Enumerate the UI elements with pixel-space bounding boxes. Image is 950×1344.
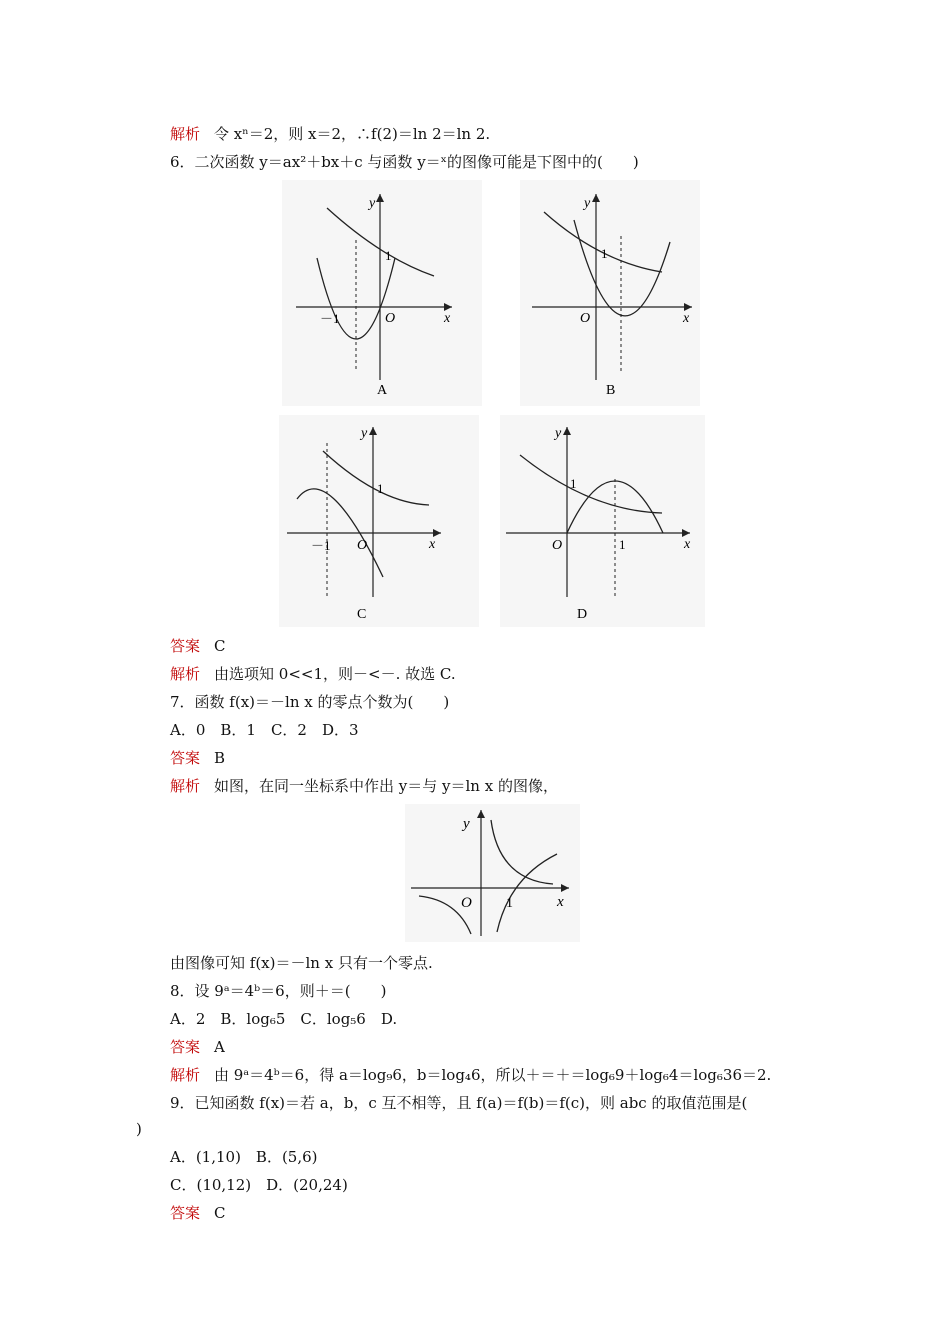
- y-axis-label: y: [369, 196, 376, 211]
- explanation-line-q5: [170, 124, 490, 144]
- answer-value: C: [214, 1204, 226, 1222]
- figure-c: [279, 415, 479, 627]
- origin-label: O: [552, 538, 563, 553]
- figure-caption: A: [377, 383, 388, 398]
- answer-line-q8: [170, 1037, 225, 1057]
- explanation-tag: 解析: [170, 665, 201, 683]
- tick-1-label: 1: [385, 248, 392, 263]
- explanation-line-q7: [170, 776, 558, 796]
- figure-caption: C: [357, 607, 367, 622]
- options-q8: A．2 B．log₆5 C．log₅6 D.: [170, 1010, 398, 1028]
- tick-1-label: 1: [506, 896, 513, 911]
- explanation-tag: 解析: [170, 125, 201, 143]
- explanation-text: 如图，在同一坐标系中作出 y＝与 y＝ln x 的图像，: [214, 777, 558, 795]
- figure-b: [520, 180, 700, 406]
- origin-label: O: [385, 311, 396, 326]
- y-axis-label: y: [463, 816, 470, 832]
- tick-1-y-label: 1: [570, 476, 577, 491]
- figure-caption: B: [606, 383, 616, 398]
- answer-value: B: [214, 749, 226, 767]
- tick-1-x-label: 1: [619, 537, 626, 552]
- explanation-text: 由选项知 0<<1，则－<－. 故选 C.: [214, 665, 456, 683]
- tick-neg1-label: －1: [320, 311, 340, 326]
- options-q7: A．0 B．1 C．2 D．3: [170, 721, 359, 739]
- answer-tag: 答案: [170, 637, 201, 655]
- question-9-continued: ): [136, 1120, 142, 1138]
- answer-value: C: [214, 637, 226, 655]
- x-axis-label: x: [683, 311, 690, 326]
- conclusion-q7: 由图像可知 f(x)＝－ln x 只有一个零点.: [170, 954, 433, 972]
- x-axis-label: x: [684, 537, 691, 552]
- explanation-tag: 解析: [170, 777, 201, 795]
- x-axis-label: x: [429, 537, 436, 552]
- figure-q7: [405, 804, 580, 942]
- question-8: 8．设 9ᵃ＝4ᵇ＝6，则＋＝( ): [170, 982, 387, 1000]
- figure-d: [500, 415, 705, 627]
- y-axis-label: y: [361, 426, 368, 441]
- explanation-line-q6: [170, 664, 456, 684]
- y-axis-label: y: [584, 196, 591, 211]
- explanation-tag: 解析: [170, 1066, 201, 1084]
- x-axis-label: x: [444, 311, 451, 326]
- tick-neg1-label: －1: [311, 538, 331, 553]
- figure-caption: D: [577, 607, 588, 622]
- origin-label: O: [580, 311, 591, 326]
- answer-line-q7: [170, 748, 225, 768]
- x-axis-label: x: [557, 894, 564, 910]
- tick-1-label: 1: [377, 481, 384, 496]
- question-7: 7．函数 f(x)＝－ln x 的零点个数为( ): [170, 693, 450, 711]
- tick-1-label: 1: [601, 246, 608, 261]
- question-9: 9．已知函数 f(x)＝若 a，b，c 互不相等，且 f(a)＝f(b)＝f(c)，则 abc 的取值范围是(: [170, 1094, 748, 1112]
- figure-a: [282, 180, 482, 406]
- question-6: 6．二次函数 y＝ax²＋bx＋c 与函数 y＝ˣ的图像可能是下图中的( ): [170, 153, 639, 171]
- origin-label: O: [357, 538, 368, 553]
- y-axis-label: y: [555, 426, 562, 441]
- explanation-text: 由 9ᵃ＝4ᵇ＝6，得 a＝log₉6，b＝log₄6，所以＋＝＋＝log₆9＋log₆4＝log₆36＝2.: [214, 1066, 772, 1084]
- answer-line-q9: [170, 1203, 226, 1223]
- answer-value: A: [214, 1038, 225, 1056]
- answer-tag: 答案: [170, 1204, 201, 1222]
- answer-line-q6: [170, 636, 226, 656]
- options-q9-row1: A．(1,10) B．(5,6): [170, 1148, 318, 1166]
- origin-label: O: [461, 895, 472, 911]
- answer-tag: 答案: [170, 1038, 201, 1056]
- options-q9-row2: C．(10,12) D．(20,24): [170, 1176, 348, 1194]
- answer-tag: 答案: [170, 749, 201, 767]
- explanation-line-q8: [170, 1065, 771, 1085]
- explanation-text: 令 xⁿ＝2，则 x＝2，∴f(2)＝ln 2＝ln 2.: [214, 125, 491, 143]
